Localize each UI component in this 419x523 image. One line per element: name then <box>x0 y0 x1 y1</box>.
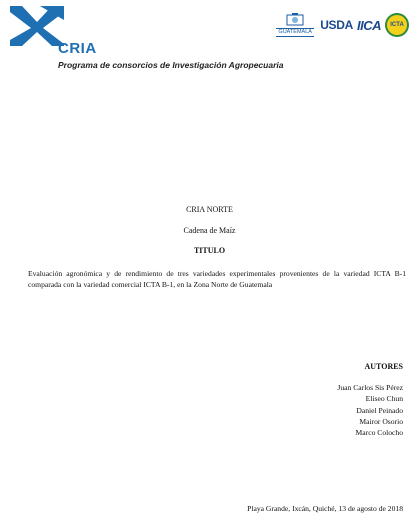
author-name: Daniel Peinado <box>356 405 403 415</box>
program-subtitle: Programa de consorcios de Investigación Agropecuaria <box>58 60 284 70</box>
chain-title: Cadena de Maíz <box>183 226 236 235</box>
iica-logo: IICA <box>357 17 381 33</box>
usda-logo: USDA <box>320 18 353 32</box>
author-name: Mairor Osorio <box>359 416 403 426</box>
icta-label: ICTA <box>387 15 407 35</box>
authors-list <box>337 382 403 438</box>
cria-logo-icon <box>10 6 64 46</box>
title-heading: TITULO <box>193 246 226 255</box>
region-title: CRIA NORTE <box>186 205 233 214</box>
partner-logos <box>274 12 409 38</box>
author-name: Marco Colocho <box>355 428 403 438</box>
icta-logo <box>385 13 409 37</box>
guatemala-logo <box>274 13 316 37</box>
authors-heading: AUTORES <box>364 362 403 371</box>
cria-brand: CRIA <box>58 40 97 57</box>
place-date: Playa Grande, Ixcán, Quiché, 13 de agosto de 2018 <box>247 504 403 513</box>
author-name: Eliseo Chun <box>365 394 403 404</box>
document-title-text: Evaluación agronómica y de rendimiento de tres variedades experimentales provenientes de la variedad ICTA B-1 comparada con la variedad comercial ICTA B-1, en la Zona Norte de Guatemala <box>28 269 406 289</box>
guatemala-emblem-icon <box>286 13 304 27</box>
guatemala-label: GUATEMALA <box>278 29 312 35</box>
author-name: Juan Carlos Sis Pérez <box>337 383 403 392</box>
